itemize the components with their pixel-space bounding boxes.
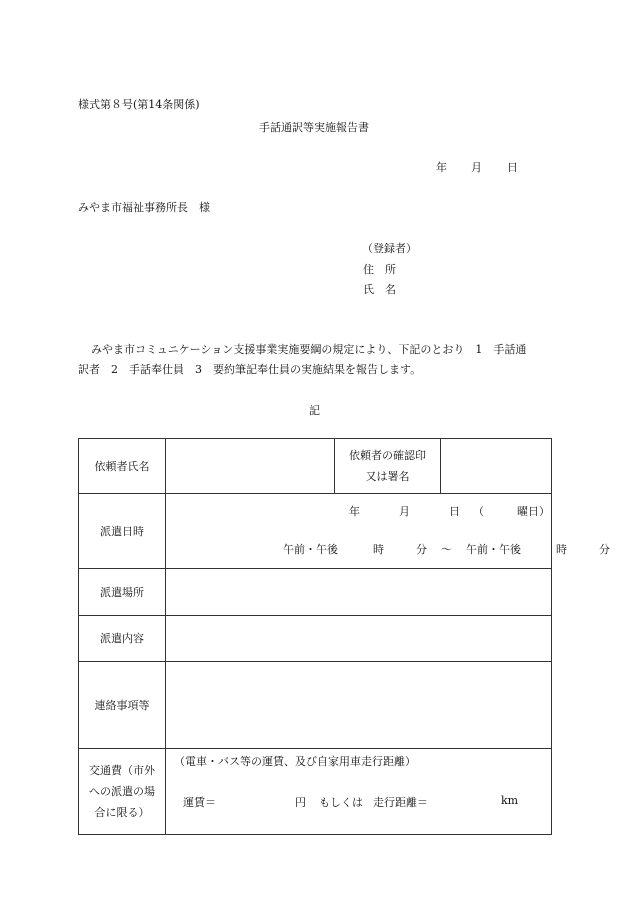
transport-note: （電車・バス等の運賃、及び自家用車走行距離）	[174, 755, 416, 768]
row-dispatch-datetime	[79, 494, 552, 569]
transport-label-line-2: への派遣の場	[89, 785, 155, 798]
confirm-label-line-1: 依頼者の確認印	[349, 449, 426, 462]
dispatch-place-field[interactable]	[166, 569, 552, 616]
requester-name-field[interactable]	[166, 439, 335, 494]
fare-yen: 円	[295, 796, 306, 809]
row-requester	[79, 439, 552, 494]
transport-label-line-3: 合に限る）	[94, 806, 150, 819]
report-table	[78, 438, 610, 835]
dt-min-start: 分	[416, 543, 427, 556]
body-text-line-1: みやま市コミュニケーション支援事業実施要綱の規定により、下記のとおり 1 手話通	[91, 343, 527, 356]
distance-label: 走行距離＝	[373, 796, 428, 809]
dispatch-content-label: 派遣内容	[79, 616, 166, 662]
distance-km: km	[501, 794, 519, 807]
dt-month: 月	[399, 505, 410, 518]
row-transport	[79, 749, 552, 835]
dt-tilde: ～	[441, 543, 452, 556]
registrant-address-label: 住 所	[363, 263, 396, 276]
dt-day: 日	[449, 505, 460, 518]
dispatch-datetime-label: 派遣日時	[79, 494, 166, 569]
fare-label: 運賃＝	[183, 796, 216, 809]
body-text-line-2: 訳者 2 手話奉仕員 3 要約筆記奉仕員の実施結果を報告します。	[78, 363, 422, 376]
row-place	[79, 569, 552, 616]
dispatch-place-label: 派遣場所	[79, 569, 166, 616]
registrant-heading: （登録者）	[362, 242, 417, 255]
dispatch-datetime-field[interactable]	[166, 494, 610, 569]
row-content	[79, 616, 552, 662]
dt-min-end: 分	[599, 543, 610, 556]
dt-weekday: （ 曜日）	[473, 505, 550, 518]
transport-label	[79, 749, 166, 835]
registrant-name-label: 氏 名	[363, 283, 396, 296]
requester-name-label: 依頼者氏名	[79, 439, 166, 494]
dispatch-content-field[interactable]	[166, 616, 552, 662]
notes-field[interactable]	[166, 662, 552, 749]
confirm-label-line-2: 又は署名	[365, 470, 410, 483]
dt-ampm-start: 午前・午後	[283, 543, 338, 556]
form-number: 様式第８号(第14条関係)	[78, 98, 200, 111]
addressee: みやま市福祉事務所長 様	[78, 201, 210, 214]
confirm-label	[335, 439, 441, 494]
confirm-seal-field[interactable]	[441, 439, 552, 494]
dt-year: 年	[349, 505, 360, 518]
transport-label-line-1: 交通費（市外	[89, 764, 155, 777]
row-notes	[79, 662, 552, 749]
notes-label: 連絡事項等	[79, 662, 166, 749]
dt-hour-end: 時	[556, 543, 567, 556]
document-title: 手話通訳等実施報告書	[259, 121, 369, 134]
dt-hour-start: 時	[373, 543, 384, 556]
date-day: 日	[507, 161, 518, 174]
or-text: もしくは	[319, 796, 363, 809]
dt-ampm-end: 午前・午後	[466, 543, 521, 556]
ki-heading: 記	[309, 404, 320, 417]
transport-field[interactable]	[166, 749, 552, 835]
date-month: 月	[471, 161, 482, 174]
date-year: 年	[436, 161, 447, 174]
